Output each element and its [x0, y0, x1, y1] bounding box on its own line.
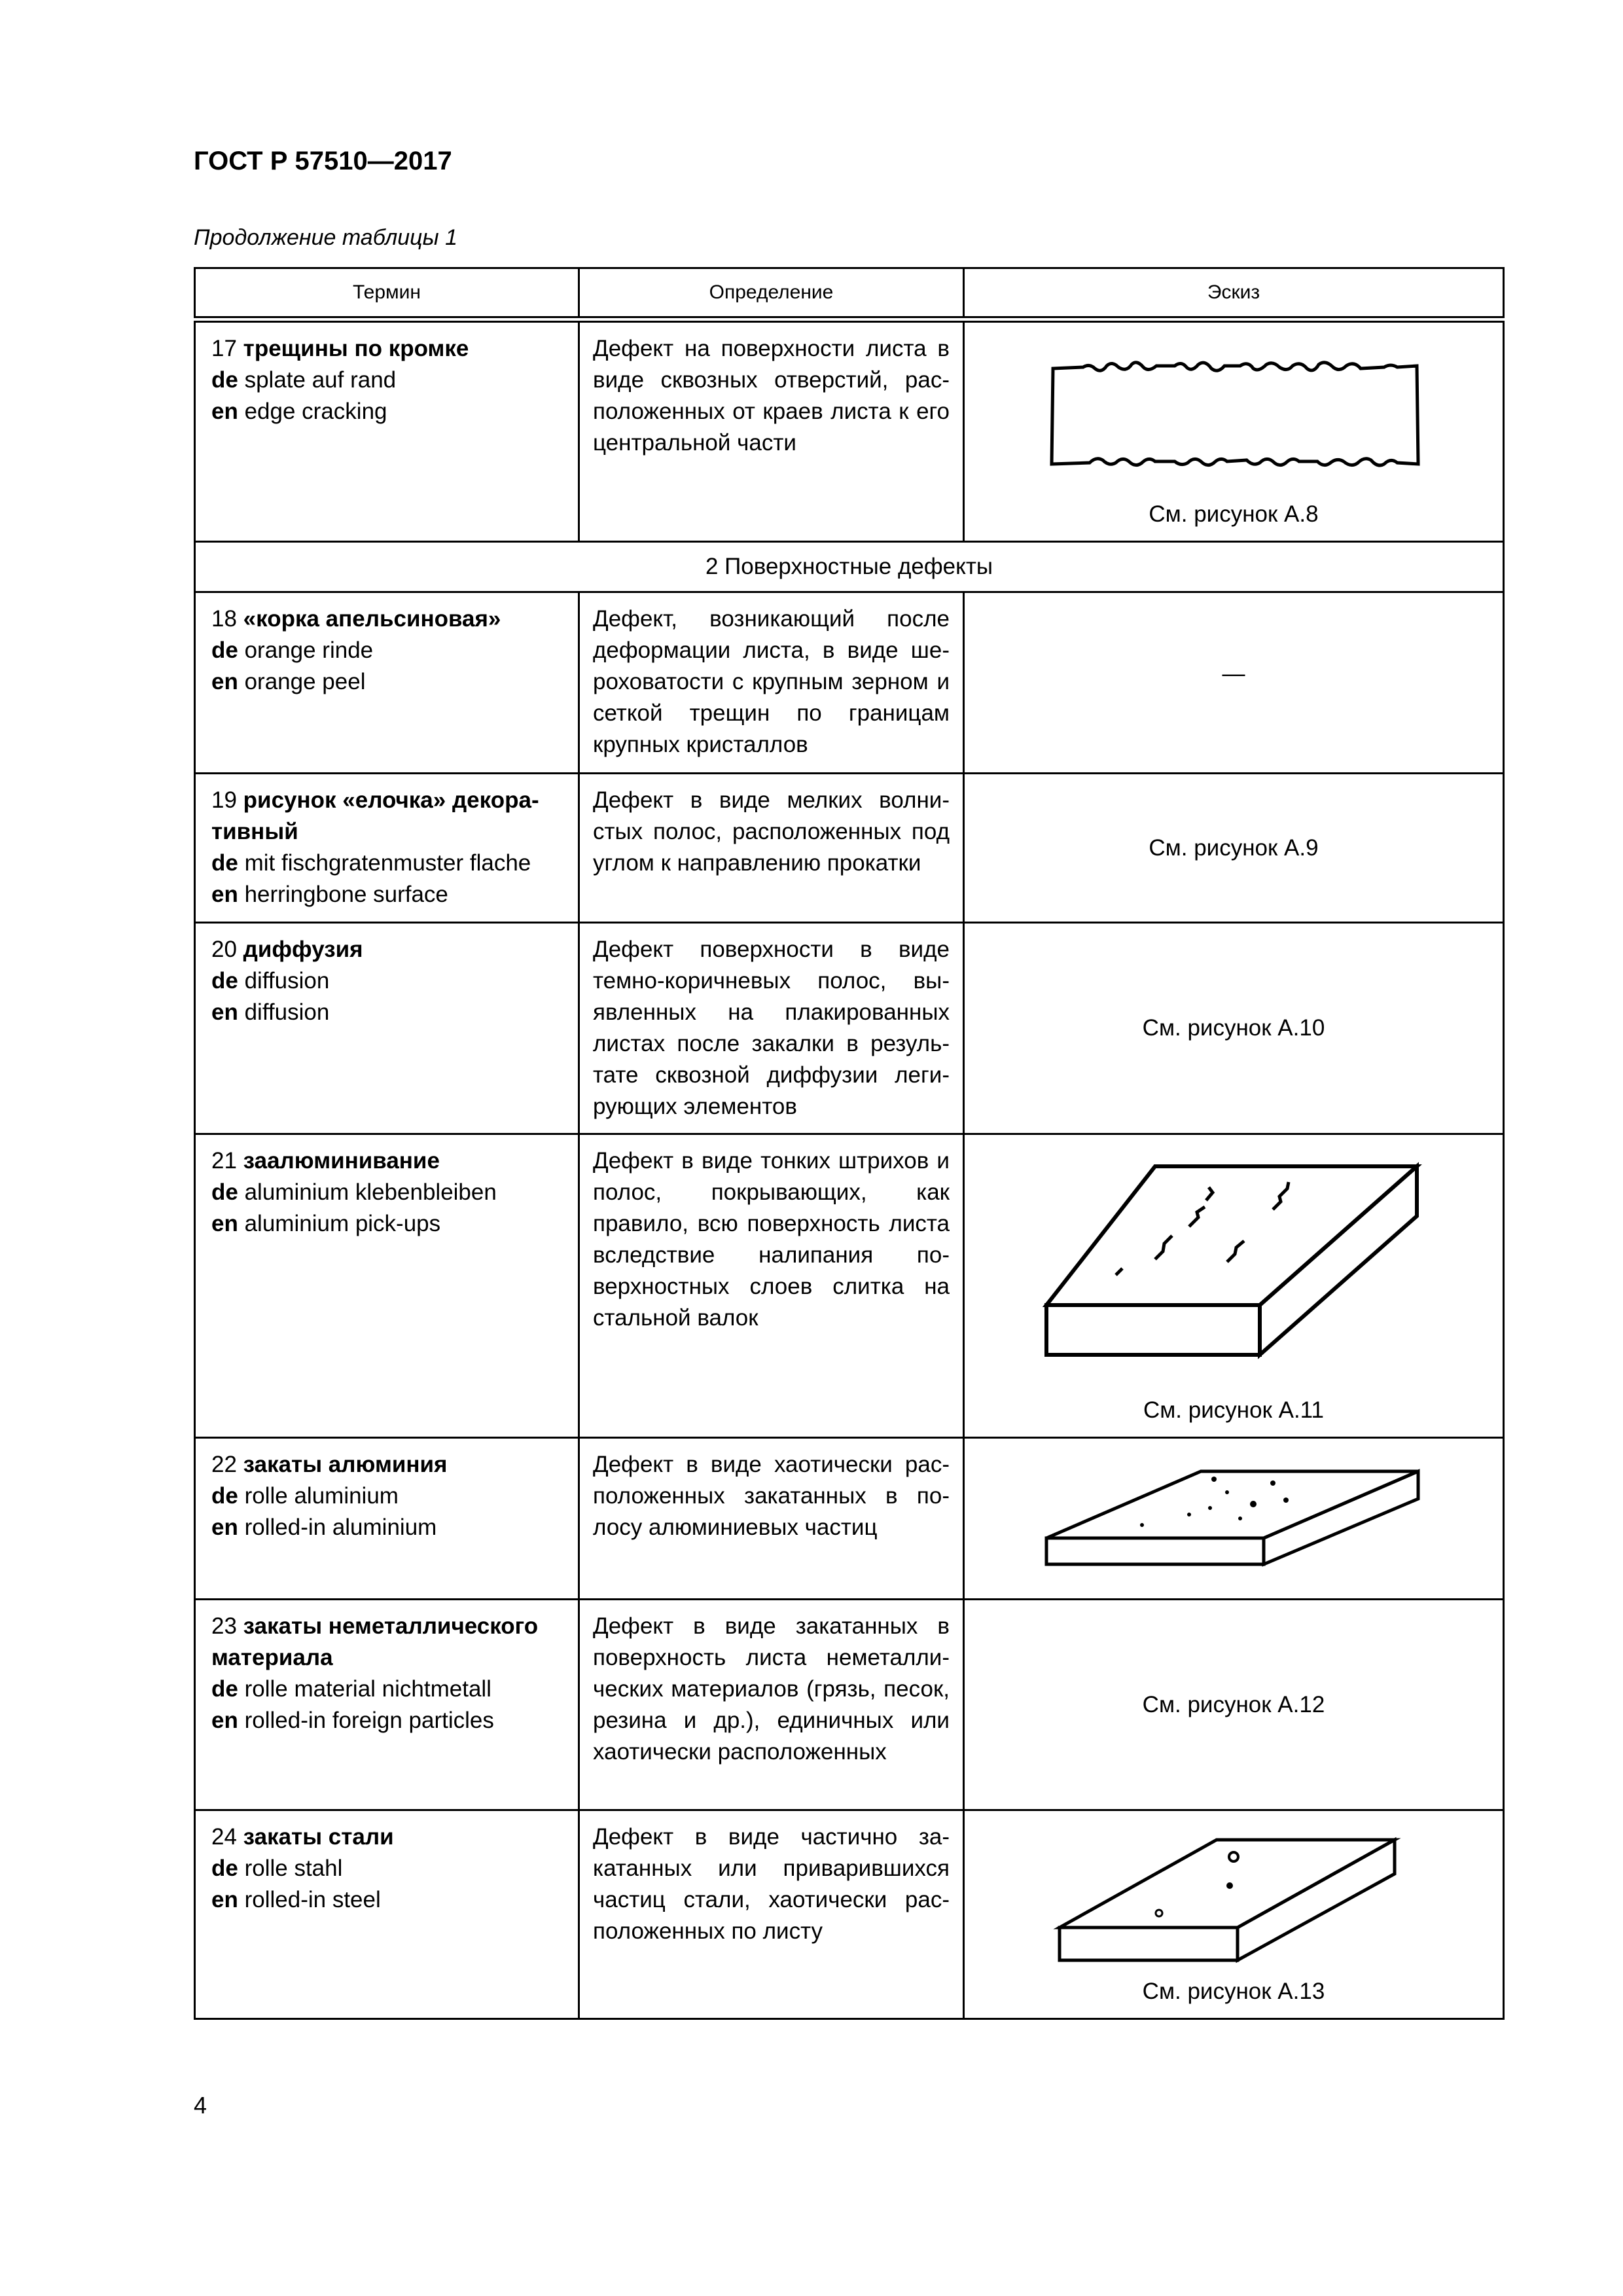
table-row: [195, 1438, 1504, 1600]
term-de: rolle stahl: [244, 1856, 343, 1881]
term-cell: 24 закаты стали de rolle stahl en rolled-in steel: [195, 1810, 579, 2019]
term-name: рисунок «елочка» декоративный: [211, 787, 539, 844]
term-en: rolled-in steel: [244, 1887, 381, 1912]
definition-cell: Дефект поверхности в виде темно-коричневых полос, выявленных на плакированных листах после закалки в результате сквозной диффузии легирующих элементов: [579, 923, 964, 1134]
table-row: [195, 774, 1504, 923]
term-name: заалюминивание: [243, 1148, 440, 1174]
table-row: [195, 923, 1504, 1134]
column-header-term: Термин: [195, 268, 579, 320]
table-row: [195, 319, 1504, 542]
term-cell: 21 заалюминивание de aluminium klebenbleiben en aluminium pick-ups: [195, 1134, 579, 1438]
term-name: «корка апельсиновая»: [243, 606, 501, 632]
sketch-cell: [964, 1438, 1504, 1600]
term-cell: 22 закаты алюминия de rolle aluminium en rolled-in aluminium: [195, 1438, 579, 1600]
sketch-cell: [964, 1600, 1504, 1810]
term-en: diffusion: [244, 999, 330, 1025]
sketch-reference: См. рисунок А.8: [1149, 501, 1319, 527]
term-cell: 17 трещины по кромке de splate auf rand en edge cracking: [195, 319, 579, 542]
table-row: [195, 1810, 1504, 2019]
definition-cell: Дефект в виде частично закатанных или приварившихся частиц стали, хаотически расположенных по листу: [579, 1810, 964, 2019]
definition-cell: Дефект в виде закатанных в поверхность листа неметаллических материалов (грязь, песок, резина и др.), единичных или хаотически расположенных: [579, 1600, 964, 1810]
sketch-cell: [964, 1810, 1504, 2019]
sketch-cell: [964, 319, 1504, 542]
sketch-reference: См. рисунок А.13: [1142, 1979, 1325, 2004]
term-de: aluminium klebenbleiben: [244, 1179, 497, 1205]
term-name: диффузия: [243, 937, 363, 962]
term-en: rolled-in foreign particles: [244, 1708, 494, 1733]
term-en: aluminium pick-ups: [244, 1211, 441, 1236]
sketch-reference: —: [1222, 661, 1245, 687]
section-title: 2 Поверхностные дефекты: [195, 542, 1504, 592]
sketch-cell: [964, 923, 1504, 1134]
term-de: diffusion: [244, 968, 330, 994]
table-row: [195, 1600, 1504, 1810]
document-code: ГОСТ Р 57510—2017: [194, 147, 452, 175]
sketch-cell: [964, 774, 1504, 923]
definition-cell: Дефект в виде хаотически расположенных закатанных в полосу алюминиевых частиц: [579, 1438, 964, 1600]
term-cell: 18 «корка апельсиновая» de orange rinde en orange peel: [195, 592, 579, 774]
edge-cracking-sketch-icon: [1044, 349, 1423, 473]
term-cell: 23 закаты неметаллического материала de rolle material nichtmetall en rolled-in foreign particles: [195, 1600, 579, 1810]
term-en: edge cracking: [244, 399, 387, 424]
table-header-row: [195, 268, 1504, 320]
definition-cell: Дефект на поверхности листа в виде сквозных отверстий, расположенных от краев листа к его центральной части: [579, 319, 964, 542]
sketch-reference: См. рисунок А.10: [1142, 1015, 1325, 1041]
term-cell: 20 диффузия de diffusion en diffusion: [195, 923, 579, 1134]
sketch-reference: См. рисунок А.11: [1143, 1397, 1325, 1423]
sketch-reference: См. рисунок А.9: [1149, 834, 1319, 861]
term-de: mit fischgratenmuster flache: [244, 850, 531, 876]
terms-table: [194, 267, 1505, 2020]
sketch-reference: См. рисунок А.12: [1142, 1691, 1325, 1717]
term-de: rolle material nichtmetall: [244, 1676, 491, 1702]
rolled-in-steel-plate-icon: [1050, 1831, 1417, 1975]
page-number: 4: [194, 2092, 207, 2119]
term-name: трещины по кромке: [243, 336, 469, 361]
section-row: [195, 542, 1504, 592]
definition-cell: Дефект в виде мелких волнистых полос, расположенных под углом к направлению прокатки: [579, 774, 964, 923]
sketch-cell: [964, 1134, 1504, 1438]
table-caption: Продолжение таблицы 1: [194, 225, 457, 250]
table-row: [195, 1134, 1504, 1438]
column-header-sketch: Эскиз: [964, 268, 1504, 320]
term-de: rolle aluminium: [244, 1483, 399, 1509]
term-de: orange rinde: [244, 637, 374, 663]
term-de: splate auf rand: [244, 367, 397, 393]
term-name: закаты алюминия: [243, 1452, 448, 1477]
rolled-in-aluminium-plate-icon: [1037, 1453, 1430, 1584]
term-en: rolled-in aluminium: [244, 1515, 437, 1540]
term-en: orange peel: [244, 669, 366, 694]
term-name: закаты неметаллического материала: [211, 1613, 539, 1670]
table-row: [195, 592, 1504, 774]
term-en: herringbone surface: [244, 882, 448, 907]
sketch-cell: [964, 592, 1504, 774]
term-cell: 19 рисунок «елочка» декоративный de mit fischgratenmuster flache en herringbone surface: [195, 774, 579, 923]
definition-cell: Дефект, возникающий после деформации листа, в виде шероховатости с крупным зерном и сеткой трещин по границам крупных кристаллов: [579, 592, 964, 774]
definition-cell: Дефект в виде тонких штрихов и полос, покрывающих, как правило, всю поверхность листа вследствие налипания поверхностных слоев слитка на стальной валок: [579, 1134, 964, 1438]
aluminium-pickups-plate-icon: [1037, 1155, 1430, 1377]
column-header-definition: Определение: [579, 268, 964, 320]
term-name: закаты стали: [243, 1824, 394, 1850]
